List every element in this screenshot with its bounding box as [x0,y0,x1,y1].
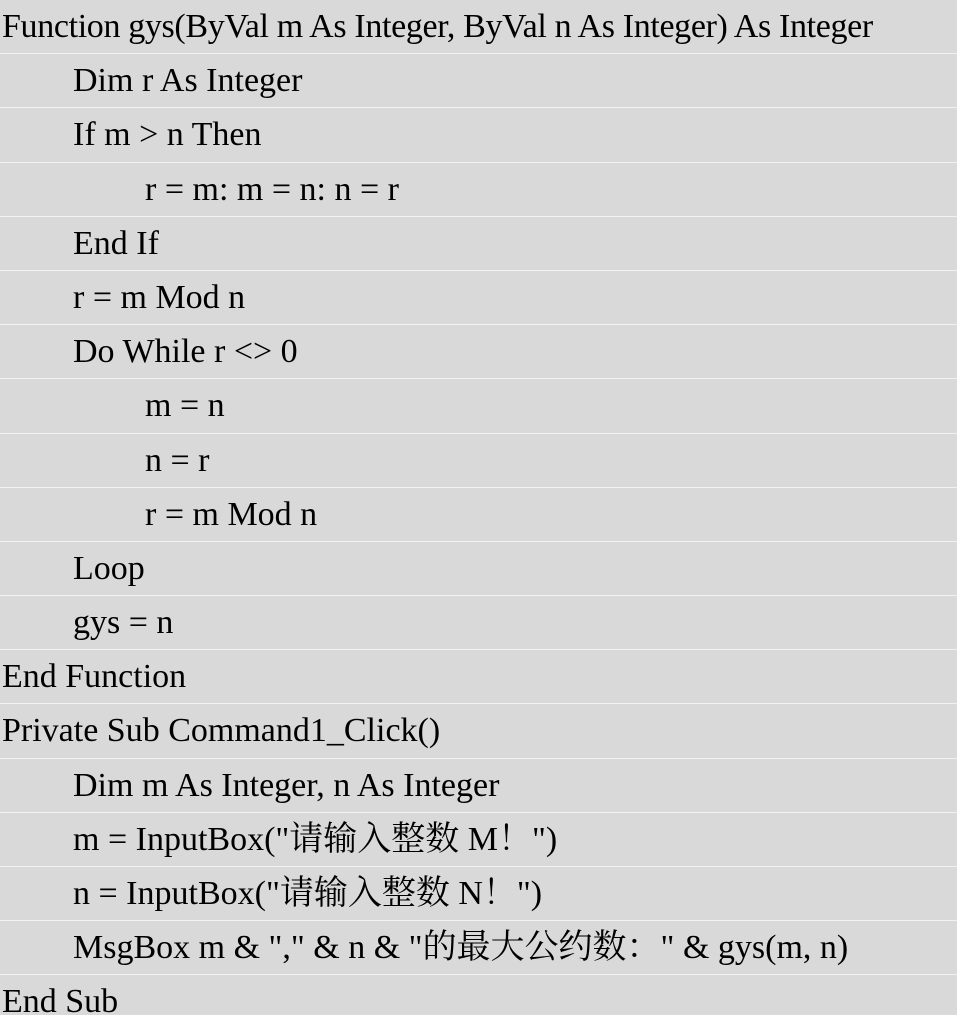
code-line: gys = n [0,596,957,650]
code-line: MsgBox m & "," & n & "的最大公约数：" & gys(m, n) [0,921,957,975]
code-line: Loop [0,542,957,596]
code-line-end-sub: End Sub [2,983,119,1015]
code-line: n = InputBox("请输入整数 N！") [0,867,957,921]
code-line-sub-header: Private Sub Command1_Click() [0,704,957,758]
code-line: End If [0,217,957,271]
code-line: r = m Mod n [0,271,957,325]
code-line-function-header: Function gys(ByVal m As Integer, ByVal n As Integer) As Integer [0,0,957,54]
code-line: Do While r <> 0 [0,325,957,379]
code-line: r = m Mod n [0,488,957,542]
code-line: m = n [0,379,957,433]
code-line: r = m: m = n: n = r [0,163,957,217]
code-line: n = r [0,434,957,488]
code-line: m = InputBox("请输入整数 M！") [0,813,957,867]
code-line: Dim m As Integer, n As Integer [0,759,957,813]
code-line: If m > n Then [0,108,957,162]
code-line-end-function: End Function [0,650,957,704]
code-line: Dim r As Integer [0,54,957,108]
